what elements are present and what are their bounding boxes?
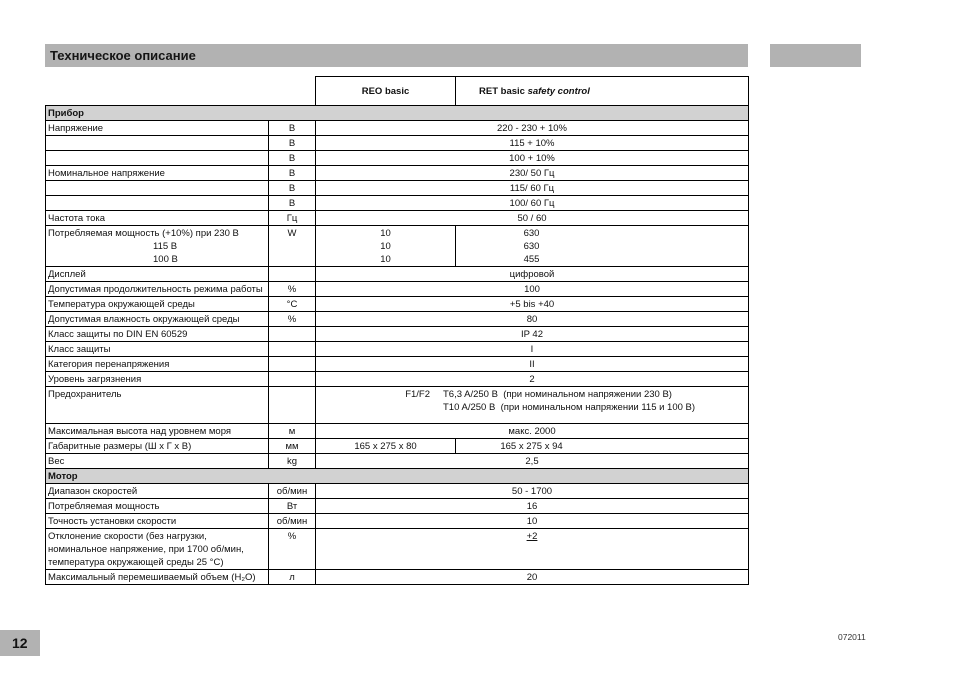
table-row — [46, 282, 749, 297]
header-empty-cell — [46, 77, 316, 106]
param-label: Допустимая влажность окружающей среды — [46, 312, 269, 327]
param-unit: об/мин — [269, 514, 316, 529]
page-title: Техническое описание — [45, 44, 748, 67]
param-label: Дисплей — [46, 267, 269, 282]
param-label: Максимальный перемешиваемый объем (H₂O) — [46, 570, 269, 585]
param-label: Отклонение скорости (без нагрузки, номинальное напряжение, при 1700 об/мин, температура окружающей среды 25 °C) — [46, 529, 269, 570]
header-reo-label: REO basic — [361, 86, 410, 97]
param-unit — [269, 267, 316, 282]
param-label: Категория перенапряжения — [46, 357, 269, 372]
param-label: Класс защиты по DIN EN 60529 — [46, 327, 269, 342]
param-label — [46, 181, 269, 196]
param-unit — [269, 342, 316, 357]
section-row — [46, 469, 749, 484]
section-label: Прибор — [46, 106, 749, 121]
value-ret: 630 630 455 — [456, 226, 749, 267]
param-value: 115 + 10% — [316, 136, 749, 151]
param-unit: В — [269, 151, 316, 166]
param-label — [46, 196, 269, 211]
param-label: Уровень загрязнения — [46, 372, 269, 387]
corner-marker — [770, 44, 861, 67]
param-value: 50 - 1700 — [316, 484, 749, 499]
table-row — [46, 484, 749, 499]
param-unit: kg — [269, 454, 316, 469]
param-unit: W — [269, 226, 316, 267]
table-row — [46, 499, 749, 514]
table-row — [46, 136, 749, 151]
table-row — [46, 312, 749, 327]
param-value: 50 / 60 — [316, 211, 749, 226]
param-value: II — [316, 357, 749, 372]
table-row — [46, 267, 749, 282]
param-unit: мм — [269, 439, 316, 454]
param-unit: В — [269, 136, 316, 151]
param-value: 115/ 60 Гц — [316, 181, 749, 196]
param-label: Предохранитель — [46, 387, 269, 424]
value-reo: 165 x 275 x 80 — [316, 439, 456, 454]
table-row — [46, 196, 749, 211]
param-label: Потребляемая мощность (+10%) при 230 В 115 В 100 В — [46, 226, 269, 267]
section-label: Мотор — [46, 469, 749, 484]
header-ret-label: RET basic — [479, 86, 528, 97]
table-row — [46, 166, 749, 181]
param-value: 2 — [316, 372, 749, 387]
table-row — [46, 211, 749, 226]
table-row — [46, 514, 749, 529]
fuse-id: F1/F2 — [405, 389, 430, 400]
param-unit: В — [269, 196, 316, 211]
param-label: Максимальная высота над уровнем моря — [46, 424, 269, 439]
table-row — [46, 372, 749, 387]
param-label: Номинальное напряжение — [46, 166, 269, 181]
param-value: 2,5 — [316, 454, 749, 469]
param-unit — [269, 327, 316, 342]
table-row — [46, 439, 749, 454]
param-unit: % — [269, 282, 316, 297]
table-row — [46, 529, 749, 570]
param-unit: В — [269, 121, 316, 136]
param-unit: об/мин — [269, 484, 316, 499]
param-label: Температура окружающей среды — [46, 297, 269, 312]
param-unit: % — [269, 529, 316, 570]
param-label: Потребляемая мощность — [46, 499, 269, 514]
param-unit: °C — [269, 297, 316, 312]
table-row — [46, 121, 749, 136]
param-value: 16 — [316, 499, 749, 514]
param-value: 10 — [316, 514, 749, 529]
param-value: 220 - 230 + 10% — [316, 121, 749, 136]
param-unit — [269, 357, 316, 372]
param-label — [46, 151, 269, 166]
table-row — [46, 357, 749, 372]
param-value: IP 42 — [316, 327, 749, 342]
param-label: Вес — [46, 454, 269, 469]
param-label — [46, 136, 269, 151]
param-value — [316, 387, 749, 424]
param-value — [316, 529, 749, 570]
param-unit: В — [269, 166, 316, 181]
param-label: Диапазон скоростей — [46, 484, 269, 499]
param-label: Габаритные размеры (Ш х Г х В) — [46, 439, 269, 454]
param-value: 230/ 50 Гц — [316, 166, 749, 181]
spec-table — [45, 76, 749, 585]
section-row — [46, 106, 749, 121]
param-value: 80 — [316, 312, 749, 327]
table-body — [46, 106, 749, 585]
param-unit: % — [269, 312, 316, 327]
header-ret-label-italic: safety control — [527, 86, 590, 97]
param-unit: м — [269, 424, 316, 439]
param-value: +5 bis +40 — [316, 297, 749, 312]
param-unit: Гц — [269, 211, 316, 226]
param-value: 100 + 10% — [316, 151, 749, 166]
table-row — [46, 297, 749, 312]
table-row — [46, 181, 749, 196]
table-row — [46, 226, 749, 267]
table-row — [46, 454, 749, 469]
value-reo: 10 10 10 — [316, 226, 456, 267]
table-row — [46, 151, 749, 166]
fuse-values: T6,3 A/250 В (при номинальном напряжении 230 В) T10 A/250 В (при номинальном напряжении 115 и 100 В) — [443, 389, 696, 413]
table-row — [46, 424, 749, 439]
param-value: 100/ 60 Гц — [316, 196, 749, 211]
param-value: цифровой — [316, 267, 749, 282]
param-label: Класс защиты — [46, 342, 269, 357]
param-label: Допустимая продолжительность режима работы — [46, 282, 269, 297]
header-row — [46, 77, 749, 106]
table-row — [46, 327, 749, 342]
page-number: 12 — [0, 630, 40, 656]
param-value: 100 — [316, 282, 749, 297]
param-label: Частота тока — [46, 211, 269, 226]
param-label: Точность установки скорости — [46, 514, 269, 529]
param-unit: В — [269, 181, 316, 196]
param-value: макс. 2000 — [316, 424, 749, 439]
param-unit — [269, 372, 316, 387]
param-unit: Вт — [269, 499, 316, 514]
value-ret: 165 x 275 x 94 — [456, 439, 749, 454]
param-value: I — [316, 342, 749, 357]
param-label: Напряжение — [46, 121, 269, 136]
underlined-value: +2 — [526, 531, 538, 542]
header-col-ret-basic — [456, 77, 749, 106]
table-row — [46, 387, 749, 424]
table-row — [46, 342, 749, 357]
footer-code: 072011 — [838, 632, 866, 642]
param-unit — [269, 387, 316, 424]
param-value: 20 — [316, 570, 749, 585]
param-unit: л — [269, 570, 316, 585]
header-col-reo-basic — [316, 77, 456, 106]
table-row — [46, 570, 749, 585]
